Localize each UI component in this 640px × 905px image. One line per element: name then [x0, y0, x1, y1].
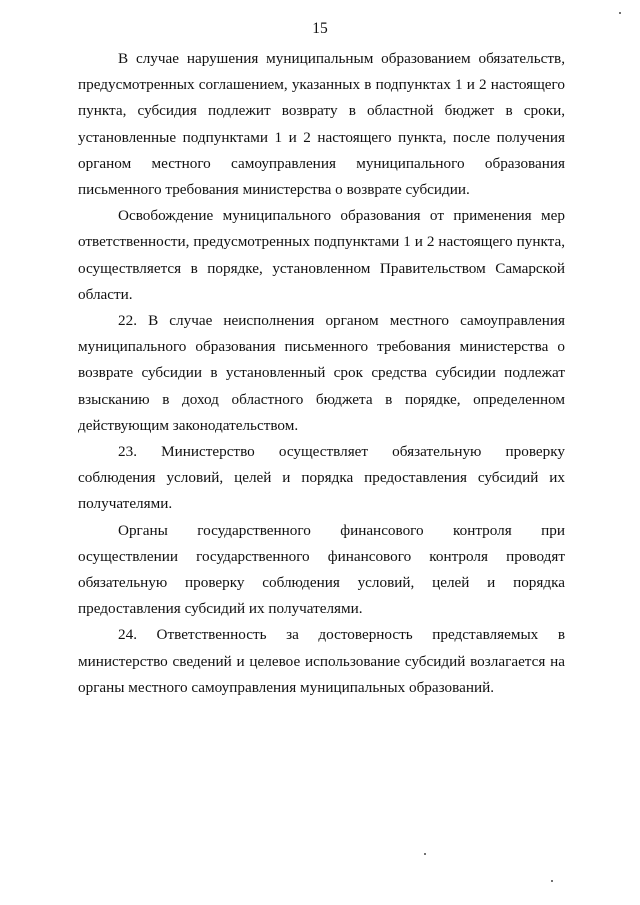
- page-number: 15: [312, 20, 328, 37]
- paragraph-24-responsibility: 24. Ответственность за достоверность представляемых в министерство сведений и целевое использование субсидий возлагается на органы местного самоуправления муниципальных образований.: [78, 626, 565, 696]
- document-body: [78, 46, 565, 701]
- scan-speck: [424, 853, 426, 855]
- scan-speck: [551, 880, 553, 882]
- paragraph-financial-control: Органы государственного финансового контроля при осуществлении государственного финансового контроля проводят обязательную проверку соблюдения условий, целей и порядка предоставления субсидий их получателями.: [78, 521, 565, 618]
- paragraph-refund-conditions: В случае нарушения муниципальным образованием обязательств, предусмотренных соглашением, указанных в подпунктах 1 и 2 настоящего пункта, субсидия подлежит возврату в областной бюджет в сроки, установленные подпунктами 1 и 2 настоящего пункта, после получения органом местного самоуправления муниципального образования письменного требования министерства о возврате субсидии.: [78, 50, 565, 199]
- paragraph-22-recovery: 22. В случае неисполнения органом местного самоуправления муниципального образования письменного требования министерства о возврате субсидии в установленный срок средства субсидии подлежат взысканию в доход областного бюджета в порядке, определенном действующим законодательством.: [78, 312, 565, 434]
- scan-speck: [619, 12, 621, 14]
- paragraph-23-ministry-check: 23. Министерство осуществляет обязательную проверку соблюдения условий, целей и порядка предоставления субсидий их получателями.: [78, 443, 565, 513]
- paragraph-liability-exemption: Освобождение муниципального образования от применения мер ответственности, предусмотренных подпунктами 1 и 2 настоящего пункта, осуществляется в порядке, установленном Правительством Самарской области.: [78, 207, 565, 303]
